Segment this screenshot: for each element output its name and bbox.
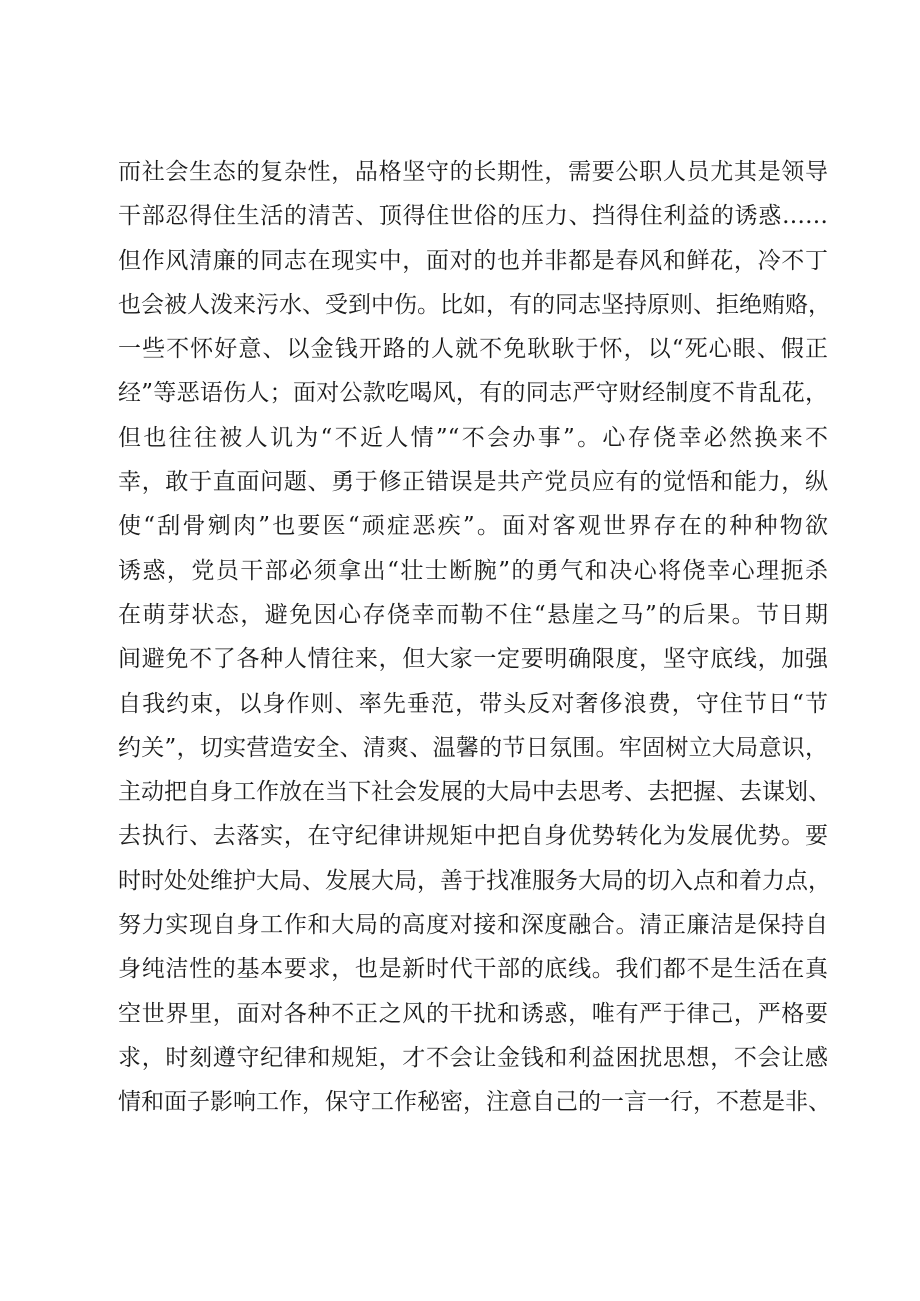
text-line: 在萌芽状态，避免因心存侥幸而勒不住“悬崖之马”的后果。节日期: [118, 601, 828, 628]
text-line: 身纯洁性的基本要求，也是新时代干部的底线。我们都不是生活在真: [118, 956, 828, 983]
text-line: 求，时刻遵守纪律和规矩，才不会让金钱和利益困扰思想，不会让感: [118, 1044, 828, 1071]
text-line: 幸，敢于直面问题、勇于修正错误是共产党员应有的觉悟和能力，纵: [118, 469, 828, 496]
text-line: 情和面子影响工作，保守工作秘密，注意自己的一言一行，不惹是非、: [118, 1089, 831, 1116]
text-line: 干部忍得住生活的清苦、顶得住世俗的压力、挡得住利益的诱惑……: [118, 203, 828, 230]
text-line: 但也往往被人讥为“不近人情”“不会办事”。心存侥幸必然换来不: [118, 424, 828, 451]
body-text: [118, 150, 831, 1125]
text-line: 一些不怀好意、以金钱开路的人就不免耿耿于怀，以“死心眼、假正: [118, 336, 828, 363]
text-line: 空世界里，面对各种不正之风的干扰和诱惑，唯有严于律己，严格要: [118, 1000, 828, 1027]
text-line: 但作风清廉的同志在现实中，面对的也并非都是春风和鲜花，冷不丁: [118, 247, 828, 274]
text-line: 诱惑，党员干部必须拿出“壮士断腕”的勇气和决心将侥幸心理扼杀: [118, 557, 828, 584]
text-line: 约关”，切实营造安全、清爽、温馨的节日氛围。牢固树立大局意识，: [118, 734, 828, 761]
text-line: 努力实现自身工作和大局的高度对接和深度融合。清正廉洁是保持自: [118, 912, 828, 939]
text-line: 自我约束，以身作则、率先垂范，带头反对奢侈浪费，守住节日“节: [118, 690, 828, 717]
text-line: 时时处处维护大局、发展大局，善于找准服务大局的切入点和着力点，: [118, 867, 831, 894]
text-line: 间避免不了各种人情往来，但大家一定要明确限度，坚守底线，加强: [118, 646, 828, 673]
text-line: 主动把自身工作放在当下社会发展的大局中去思考、去把握、去谋划、: [118, 779, 831, 806]
text-line: 经”等恶语伤人；面对公款吃喝风，有的同志严守财经制度不肯乱花，: [118, 380, 828, 407]
text-line: 也会被人泼来污水、受到中伤。比如，有的同志坚持原则、拒绝贿赂，: [118, 291, 831, 318]
text-line: 使“刮骨剜肉”也要医“顽症恶疾”。面对客观世界存在的种种物欲: [118, 513, 828, 540]
text-line: 而社会生态的复杂性，品格坚守的长期性，需要公职人员尤其是领导: [118, 159, 828, 185]
text-line: 去执行、去落实，在守纪律讲规矩中把自身优势转化为发展优势。要: [118, 823, 828, 850]
